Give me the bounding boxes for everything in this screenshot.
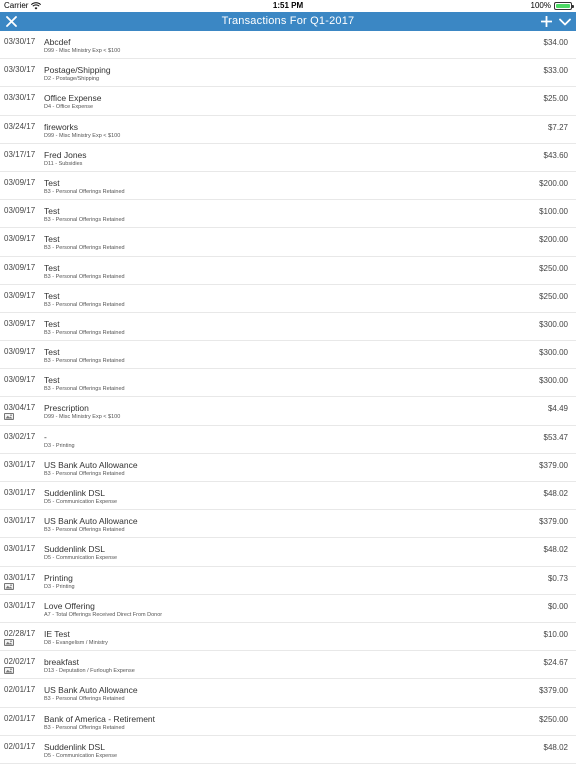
add-transaction-button[interactable] (538, 14, 554, 29)
transaction-date: 02/02/17 (4, 657, 36, 667)
transaction-category: B3 - Personal Offerings Retained (44, 696, 125, 703)
transaction-category: B3 - Personal Offerings Retained (44, 527, 125, 534)
transaction-category: D11 - Subsidies (44, 160, 83, 167)
transaction-description: Test (44, 290, 60, 301)
transaction-category: D99 - Misc Ministry Exp < $100 (44, 132, 121, 139)
transaction-category: D13 - Deputation / Furlough Expense (44, 668, 135, 675)
transaction-category: B3 - Personal Offerings Retained (44, 358, 125, 365)
transaction-category: D5 - Communication Expense (44, 499, 118, 505)
chevron-down-icon (559, 18, 571, 26)
transaction-date: 03/04/17 (4, 403, 36, 413)
transaction-description: US Bank Auto Allowance (44, 685, 138, 696)
transaction-description: Postage/Shipping (44, 65, 111, 76)
transaction-amount: $300.00 (539, 348, 568, 358)
transaction-description: Prescription (44, 403, 89, 414)
transaction-description: Test (44, 177, 60, 188)
transaction-row[interactable] (0, 200, 576, 228)
transaction-row[interactable] (0, 623, 576, 651)
transaction-row[interactable] (0, 679, 576, 707)
transaction-row[interactable] (0, 482, 576, 510)
transaction-description: IE Test (44, 628, 70, 639)
transaction-date: 02/01/17 (4, 685, 36, 695)
transaction-amount: $300.00 (539, 376, 568, 386)
transaction-category: D99 - Misc Ministry Exp < $100 (44, 48, 121, 54)
transaction-date: 03/01/17 (4, 488, 36, 497)
transaction-category: D8 - Evangelism / Ministry (44, 639, 108, 646)
battery-percent: 100% (530, 1, 551, 10)
transaction-amount: $0.00 (547, 601, 568, 611)
receipt-photo-icon[interactable] (4, 667, 14, 674)
transaction-row[interactable] (0, 313, 576, 341)
transaction-amount: $33.00 (543, 66, 568, 76)
transaction-amount: $379.00 (539, 517, 568, 527)
transaction-date: 03/09/17 (4, 234, 36, 244)
transaction-description: Test (44, 347, 60, 358)
transaction-date: 03/09/17 (4, 262, 36, 272)
transaction-date: 03/09/17 (4, 347, 36, 357)
transaction-list[interactable] (0, 31, 576, 768)
transaction-row[interactable] (0, 59, 576, 87)
transaction-description: Suddenlink DSL (44, 741, 105, 752)
transaction-amount: $48.02 (543, 545, 568, 555)
transaction-row[interactable] (0, 708, 576, 736)
transaction-description: Test (44, 375, 60, 386)
transaction-date: 03/24/17 (4, 121, 36, 131)
transaction-amount: $24.67 (543, 658, 568, 668)
transaction-amount: $34.00 (543, 38, 568, 47)
transaction-category: D5 - Communication Expense (44, 752, 118, 759)
battery-group (531, 1, 572, 10)
transaction-date: 03/01/17 (4, 516, 36, 526)
transaction-description: breakfast (44, 657, 79, 668)
transaction-amount: $10.00 (543, 629, 568, 639)
transaction-description: fireworks (44, 121, 79, 132)
transaction-description: Test (44, 206, 60, 217)
transaction-amount: $250.00 (539, 263, 568, 273)
transaction-row[interactable] (0, 651, 576, 679)
transaction-amount: $0.73 (547, 573, 568, 583)
page-title: Transactions For Q1-2017 (221, 15, 355, 27)
transaction-date: 03/02/17 (4, 431, 36, 441)
transaction-amount: $48.02 (543, 742, 568, 752)
transaction-description: Suddenlink DSL (44, 488, 105, 498)
transaction-row[interactable] (0, 369, 576, 397)
transaction-category: B3 - Personal Offerings Retained (44, 301, 125, 308)
transaction-amount: $53.47 (543, 432, 568, 442)
transaction-description: Test (44, 262, 60, 273)
transaction-row[interactable] (0, 285, 576, 313)
transaction-category: B3 - Personal Offerings Retained (44, 273, 125, 280)
transaction-row[interactable] (0, 454, 576, 482)
transaction-amount: $48.02 (543, 489, 568, 498)
transaction-description: Printing (44, 572, 73, 583)
transaction-description: Test (44, 234, 60, 245)
transaction-row[interactable] (0, 397, 576, 425)
transaction-date: 03/09/17 (4, 375, 36, 385)
transaction-category: B3 - Personal Offerings Retained (44, 386, 125, 393)
carrier-label: Carrier (4, 1, 29, 10)
transaction-description: Love Offering (44, 600, 95, 611)
transaction-amount: $4.49 (547, 404, 568, 414)
transaction-amount: $43.60 (543, 150, 568, 160)
transaction-row[interactable] (0, 595, 576, 623)
transaction-category: D3 - Printing (44, 583, 75, 590)
transaction-date: 03/30/17 (4, 93, 36, 103)
transaction-date: 03/01/17 (4, 572, 36, 582)
transaction-row[interactable] (0, 736, 576, 764)
menu-button[interactable] (557, 14, 573, 29)
transaction-description: - (44, 431, 47, 442)
transaction-date: 03/09/17 (4, 206, 36, 216)
transaction-row[interactable] (0, 228, 576, 256)
transaction-date: 03/17/17 (4, 149, 36, 159)
transaction-category: D5 - Communication Expense (44, 555, 118, 562)
transaction-category: A7 - Total Offerings Received Direct From Donor (44, 611, 163, 618)
transaction-date: 02/28/17 (4, 628, 36, 638)
transaction-amount: $7.27 (547, 122, 568, 132)
transaction-row[interactable] (0, 510, 576, 538)
transaction-row[interactable] (0, 172, 576, 200)
transaction-category: B3 - Personal Offerings Retained (44, 217, 125, 224)
transaction-category: B3 - Personal Offerings Retained (44, 329, 125, 336)
transaction-amount: $379.00 (539, 460, 568, 470)
transaction-date: 03/09/17 (4, 177, 36, 187)
transaction-row[interactable] (0, 426, 576, 454)
transaction-category: B3 - Personal Offerings Retained (44, 724, 125, 731)
status-bar (0, 0, 576, 12)
receipt-photo-icon[interactable] (4, 413, 14, 420)
battery-icon (554, 2, 572, 10)
receipt-photo-icon[interactable] (4, 639, 14, 646)
transaction-date: 03/30/17 (4, 65, 36, 75)
transaction-date: 02/01/17 (4, 713, 36, 723)
transaction-category: B3 - Personal Offerings Retained (44, 470, 125, 477)
plus-icon (541, 16, 552, 27)
transaction-category: D99 - Misc Ministry Exp < $100 (44, 414, 121, 421)
transaction-row[interactable] (0, 31, 576, 59)
transaction-amount: $200.00 (539, 235, 568, 245)
transaction-amount: $379.00 (539, 686, 568, 696)
transaction-description: US Bank Auto Allowance (44, 459, 138, 470)
transaction-date: 03/09/17 (4, 290, 36, 300)
transaction-amount: $100.00 (539, 207, 568, 217)
transaction-date: 03/01/17 (4, 544, 36, 554)
transaction-category: D2 - Postage/Shipping (44, 76, 100, 83)
transaction-description: Bank of America - Retirement (44, 713, 156, 724)
transaction-row[interactable] (0, 144, 576, 172)
transaction-amount: $250.00 (539, 714, 568, 724)
transaction-row[interactable] (0, 341, 576, 369)
transaction-category: D4 - Office Expense (44, 104, 94, 111)
transaction-date: 02/01/17 (4, 741, 36, 751)
transaction-description: Abcdef (44, 37, 71, 47)
receipt-photo-icon[interactable] (4, 583, 14, 590)
transaction-row[interactable] (0, 87, 576, 115)
transaction-description: US Bank Auto Allowance (44, 516, 138, 527)
nav-bar (0, 12, 576, 31)
transaction-description: Fred Jones (44, 149, 87, 160)
transaction-category: B3 - Personal Offerings Retained (44, 188, 125, 195)
transaction-date: 03/09/17 (4, 318, 36, 328)
transaction-description: Suddenlink DSL (44, 544, 105, 555)
transaction-date: 03/30/17 (4, 37, 36, 46)
transaction-category: D3 - Printing (44, 442, 75, 449)
transaction-date: 03/01/17 (4, 600, 36, 610)
transaction-category: B3 - Personal Offerings Retained (44, 245, 125, 252)
transaction-amount: $300.00 (539, 319, 568, 329)
transaction-row[interactable] (0, 538, 576, 566)
transaction-row[interactable] (0, 567, 576, 595)
transaction-amount: $25.00 (543, 94, 568, 104)
transaction-description: Test (44, 318, 60, 329)
transaction-description: Office Expense (44, 93, 102, 104)
transaction-row[interactable] (0, 116, 576, 144)
transaction-row[interactable] (0, 257, 576, 285)
status-time: 1:51 PM (272, 1, 304, 10)
transaction-date: 03/01/17 (4, 459, 36, 469)
transaction-amount: $200.00 (539, 178, 568, 188)
transaction-amount: $250.00 (539, 291, 568, 301)
